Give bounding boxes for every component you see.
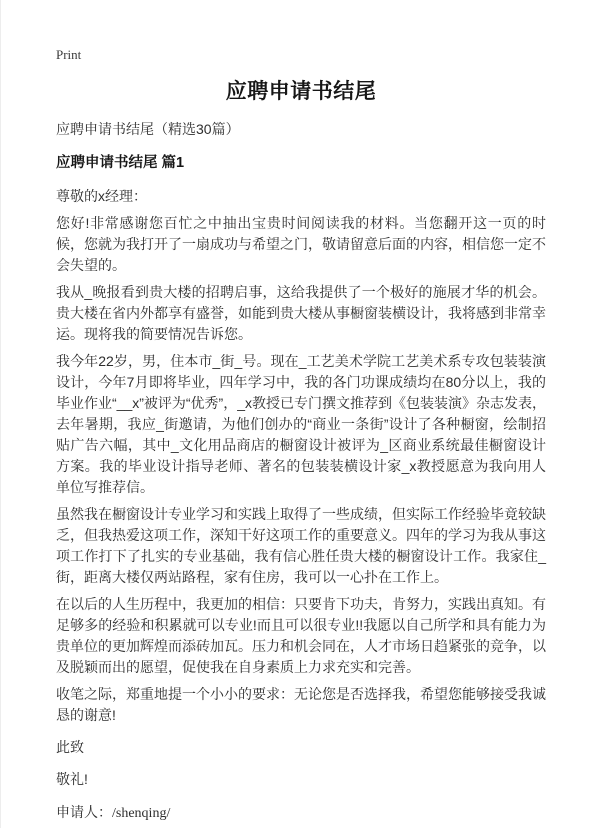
applicant-signature: /shenqing/ [112,806,171,821]
body-paragraph-3: 我今年22岁，男，住本市_街_号。现在_工艺美术学院工艺美术系专攻包装装演设计，今年7月即将毕业，四年学习中，我的各门功课成绩均在80分以上，我的毕业作业“__x”被评为“优秀”，_x教授已专门撰文推荐到《包装装演》杂志发表，去年暑期，我应_街邀请，为他们创办的“商业一条街”设计了各种橱窗，绘制招贴广告六幅，其中_文化用品商店的橱窗设计被评为_区商业系统最佳橱窗设计方案。我的毕业设计指导老师、著名的包装装横设计家_x教授愿意为我向用人单位写推荐信。 [56,353,547,495]
body-paragraph-6: 收笔之际，郑重地提一个小小的要求：无论您是否选择我，希望您能够接受我诚恳的谢意! [56,686,546,723]
body-paragraph-2: 我从_晚报看到贵大楼的招聘启事，这给我提供了一个极好的施展才华的机会。贵大楼在省内外都享有盛誉，如能到贵大楼从事橱窗装横设计，我将感到非常幸运。现将我的简要情况告诉您。 [56,284,546,342]
applicant-line [56,802,546,824]
closing-cizhi: 此致 [56,739,84,755]
body-paragraph-1: 您好!非常感谢您百忙之中抽出宝贵时间阅读我的材料。当您翻开这一页的时候，您就为我打开了一扇成功与希望之门，敬请留意后面的内容，相信您一定不会失望的。 [56,215,546,273]
print-link[interactable]: Print [56,47,82,62]
document-subtitle: 应聘申请书结尾（精选30篇） [56,121,240,137]
body-paragraph-5: 在以后的人生历程中，我更加的相信：只要肯下功夫，肯努力，实践出真知。有足够多的经验和积累就可以专业!而且可以很专业!!我愿以自己所学和具有能力为贵单位的更加辉煌而添砖加瓦。压力和机会同在，人才市场日趋紧张的竞争，以及脱颖而出的愿望，促使我在自身素质上力求充实和完善。 [56,596,546,675]
page-title: 应聘申请书结尾 [225,80,377,103]
applicant-label: 申请人： [56,804,112,820]
closing-jingli: 敬礼! [56,771,88,787]
body-paragraph-4: 虽然我在橱窗设计专业学习和实践上取得了一些成绩，但实际工作经验毕竟较缺乏，但我热爱这项工作，深知干好这项工作的重要意义。四年的学习为我从事这项工作打下了扎实的专业基础，我有信心胜任贵大楼的橱窗设计工作。我家住_街，距离大楼仅两站路程，家有住房，我可以一心扑在工作上。 [56,506,546,585]
salutation: 尊敬的x经理： [56,188,147,204]
document-page [1,0,600,828]
section-heading: 应聘申请书结尾 篇1 [56,155,185,171]
